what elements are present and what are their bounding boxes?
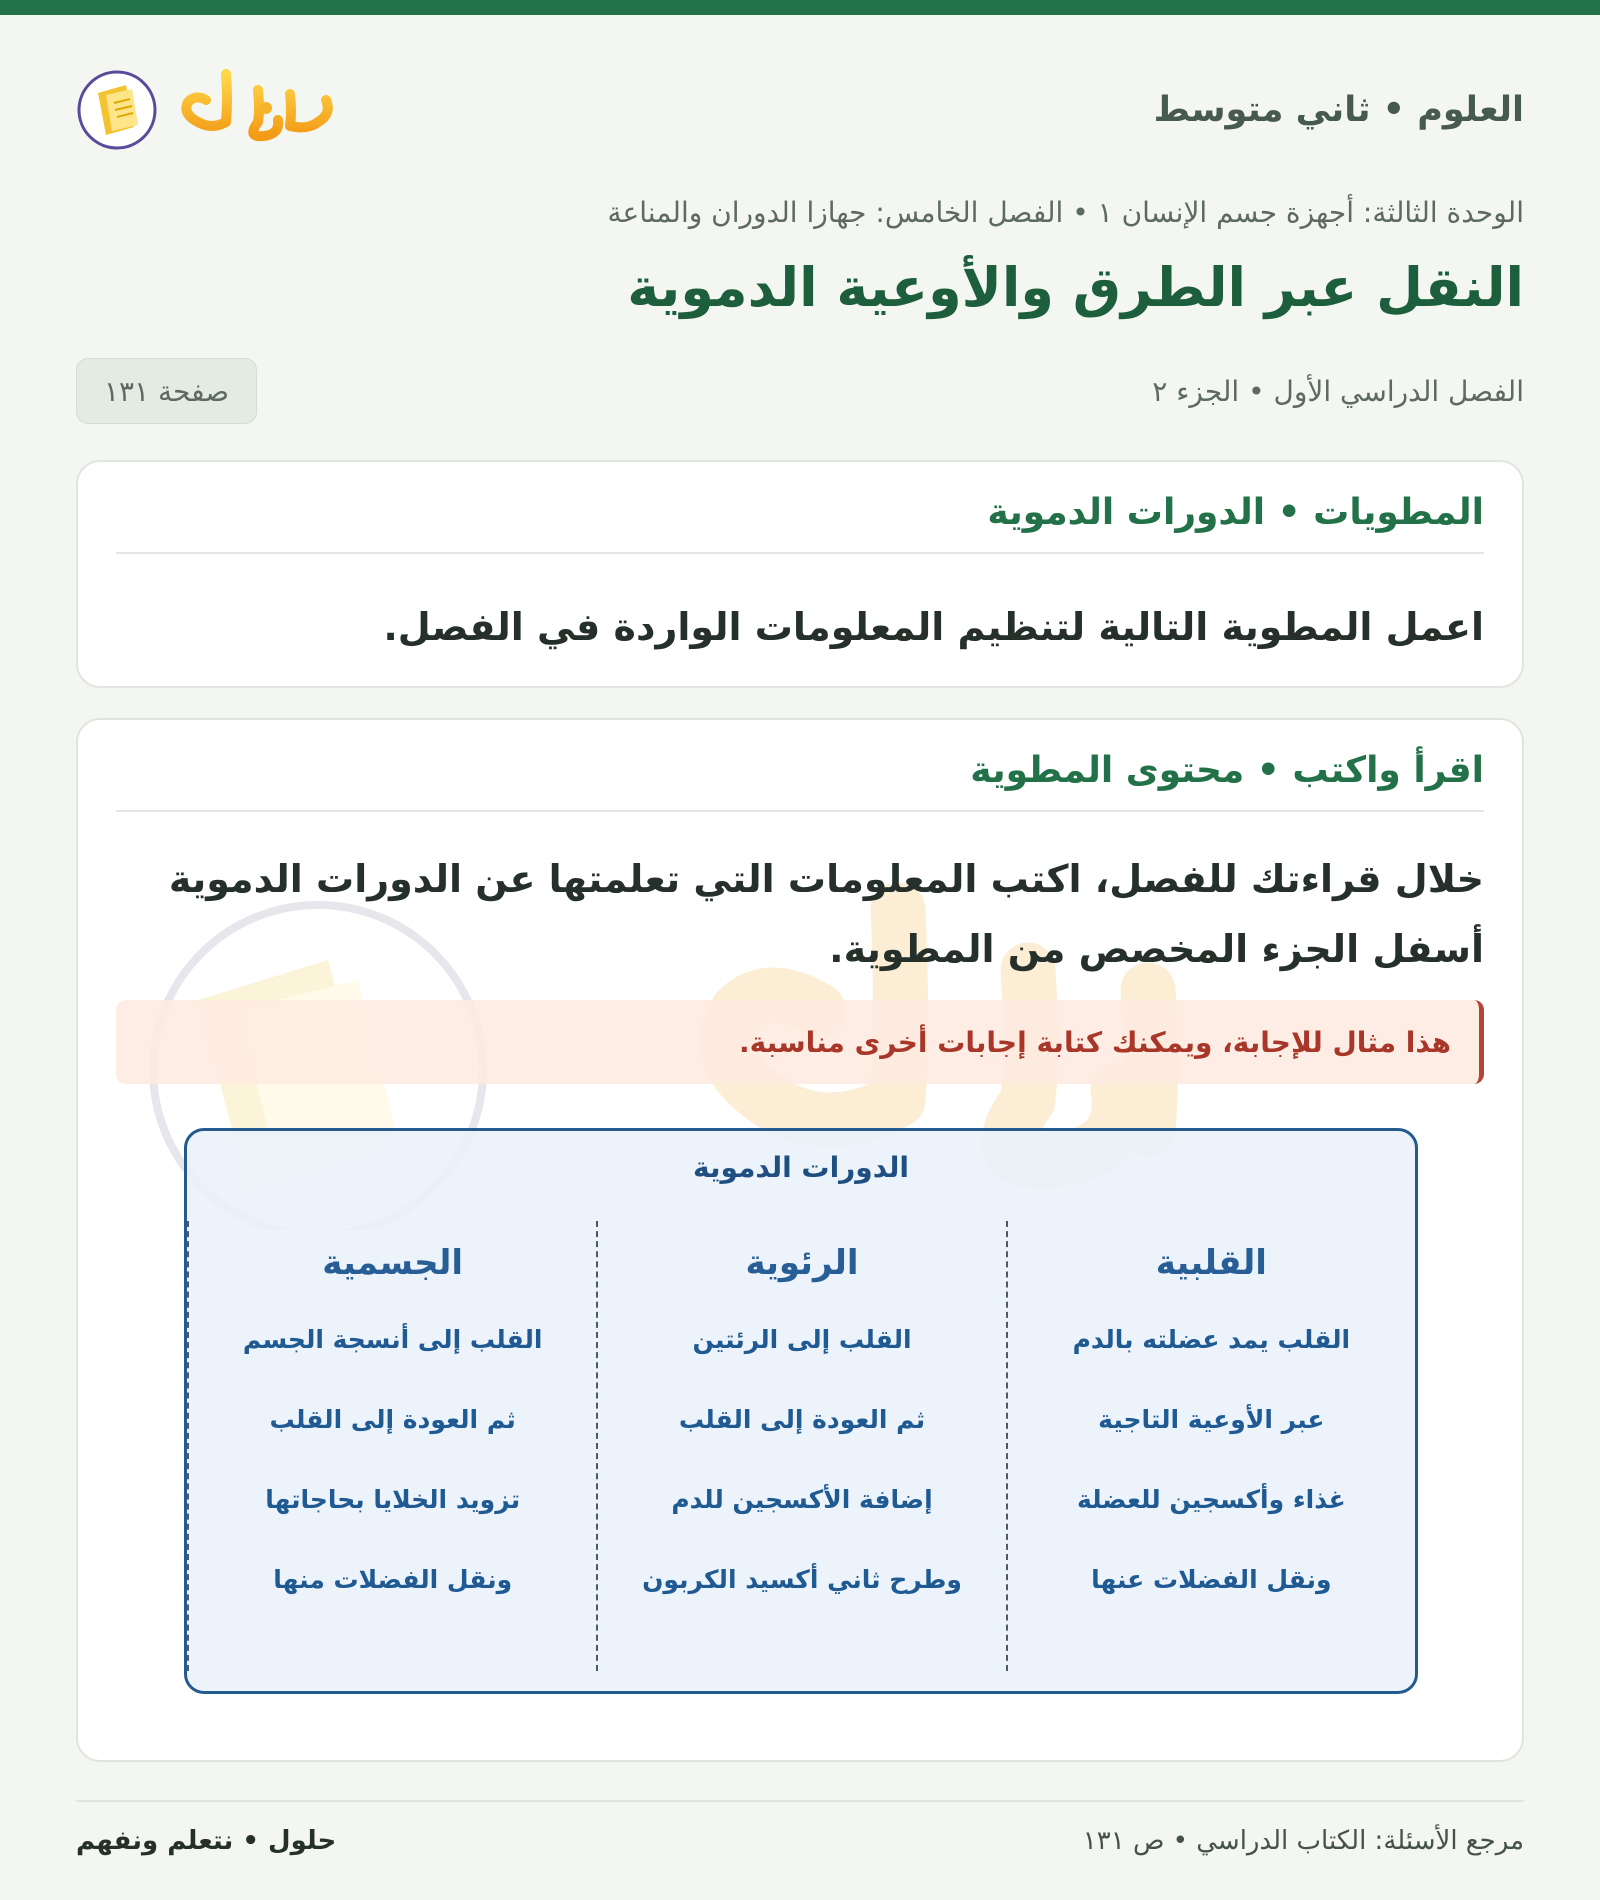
column-line: ثم العودة إلى القلب — [269, 1405, 516, 1434]
column-line: غذاء وأكسجين للعضلة — [1076, 1485, 1346, 1514]
column-line: عبر الأوعية التاجية — [1098, 1405, 1325, 1434]
answer-note — [116, 1000, 1484, 1084]
column-line: إضافة الأكسجين للدم — [671, 1485, 933, 1514]
column-line: تزويد الخلايا بحاجاتها — [265, 1485, 521, 1514]
column-heading: القلبية — [1155, 1243, 1267, 1283]
column-line: ونقل الفضلات منها — [273, 1565, 513, 1594]
page-number-badge: صفحة ١٣١ — [76, 358, 257, 424]
card-instruction: اعمل المطوية التالية لتنظيم المعلومات الواردة في الفصل. — [383, 605, 1484, 649]
top-accent-bar — [0, 0, 1600, 15]
foldable-title: الدورات الدموية — [693, 1151, 909, 1184]
answer-note-text: هذا مثال للإجابة، ويمكنك كتابة إجابات أخرى مناسبة. — [739, 1025, 1451, 1059]
column-line: القلب إلى أنسجة الجسم — [242, 1325, 543, 1354]
foldable-diagram — [184, 1128, 1418, 1694]
foldables-card — [76, 460, 1524, 688]
header — [76, 50, 1524, 170]
card-instruction: خلال قراءتك للفصل، اكتب المعلومات التي تعلمتها عن الدورات الدموية أسفل الجزء المخصص من المطوية. — [168, 857, 1484, 971]
column-line: وطرح ثاني أكسيد الكربون — [642, 1565, 962, 1594]
column-heading: الجسمية — [322, 1243, 464, 1283]
card-heading: اقرأ واكتب • محتوى المطوية — [116, 750, 1484, 812]
read-write-card — [76, 718, 1524, 1762]
footer — [76, 1800, 1524, 1880]
hulul-wordmark — [168, 60, 338, 160]
book-icon — [76, 69, 158, 151]
breadcrumb: الوحدة الثالثة: أجهزة جسم الإنسان ١ • الفصل الخامس: جهازا الدوران والمناعة — [607, 196, 1524, 229]
column-line: القلب يمد عضلته بالدم — [1072, 1325, 1351, 1354]
hulul-logo[interactable] — [76, 60, 338, 160]
lesson-title: النقل عبر الطرق والأوعية الدموية — [627, 256, 1524, 319]
foldable-column-systemic — [187, 1221, 596, 1671]
column-line: ونقل الفضلات عنها — [1091, 1565, 1332, 1594]
column-line: ثم العودة إلى القلب — [678, 1405, 926, 1434]
footer-reference: مرجع الأسئلة: الكتاب الدراسي • ص ١٣١ — [1082, 1826, 1524, 1856]
foldable-column-pulmonary — [596, 1221, 1005, 1671]
foldable-columns — [187, 1221, 1415, 1671]
subject-title: العلوم • ثاني متوسط — [1153, 90, 1524, 130]
card-heading: المطويات • الدورات الدموية — [116, 492, 1484, 554]
column-heading: الرئوية — [745, 1243, 859, 1283]
column-line: القلب إلى الرئتين — [692, 1325, 912, 1354]
term-row — [76, 358, 1524, 424]
footer-brand[interactable]: حلول • نتعلم ونفهم — [76, 1826, 337, 1856]
term-label: الفصل الدراسي الأول • الجزء ٢ — [1152, 374, 1524, 408]
foldable-column-coronary — [1006, 1221, 1415, 1671]
